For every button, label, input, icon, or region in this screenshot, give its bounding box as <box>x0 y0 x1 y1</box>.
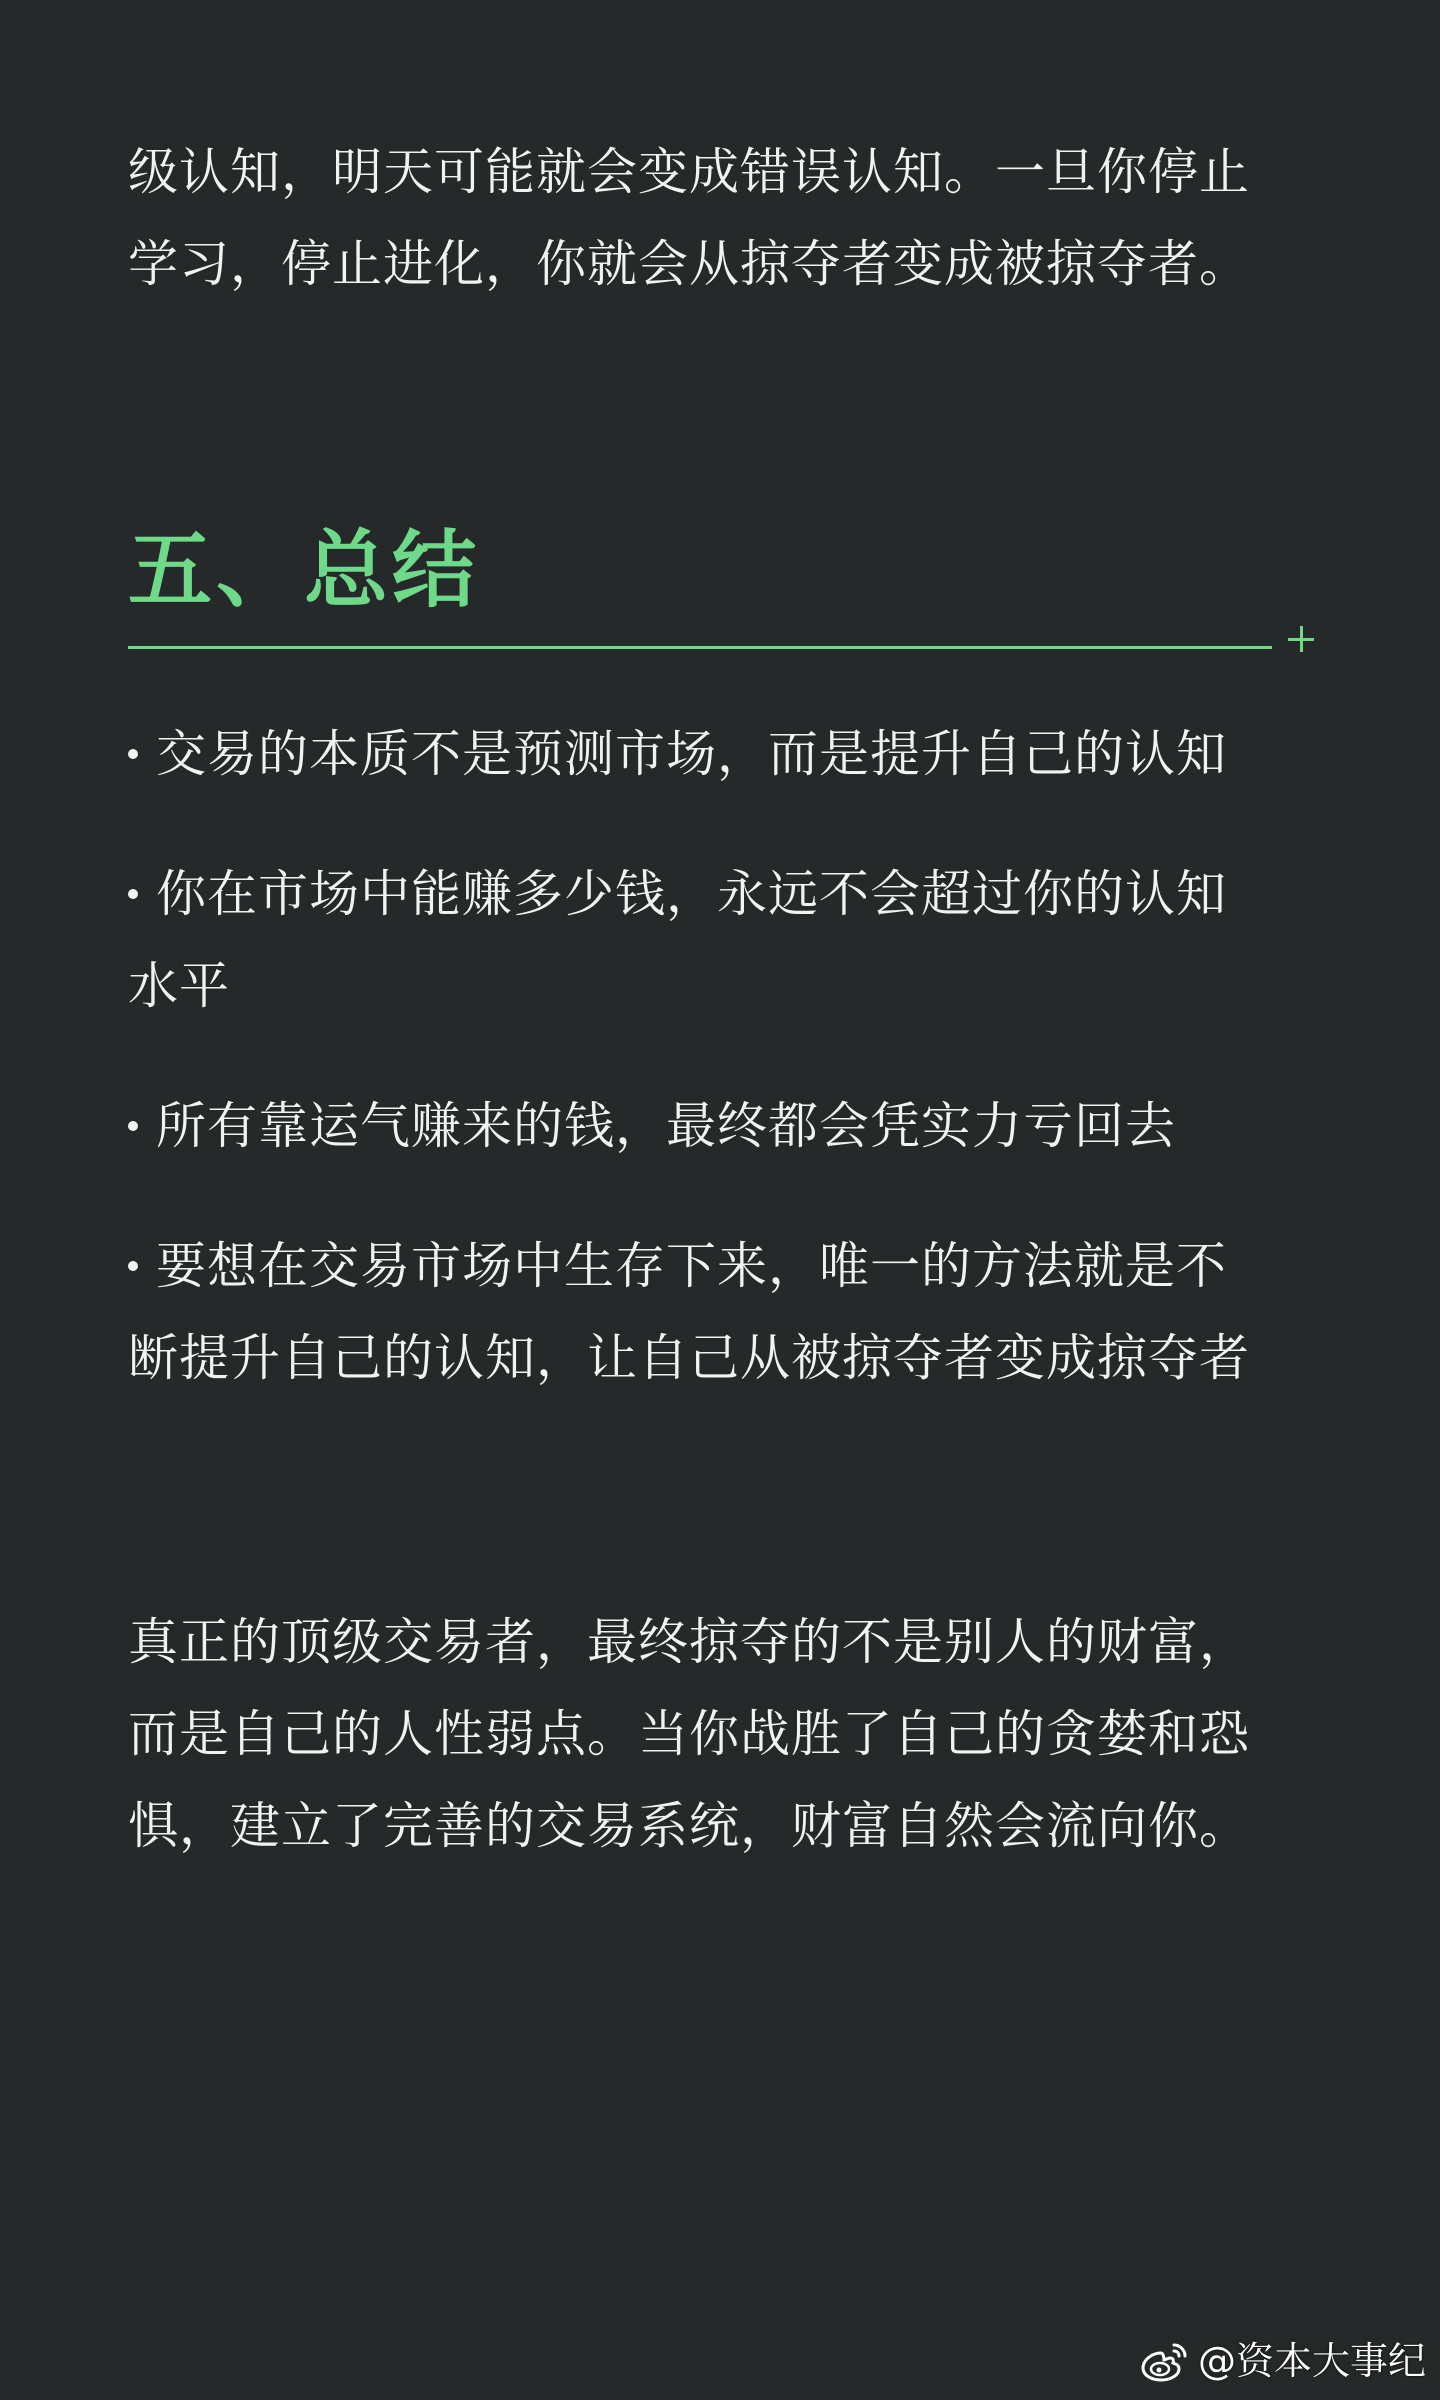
plus-icon <box>1288 626 1314 652</box>
bullet-icon <box>128 749 138 759</box>
section-divider <box>128 646 1272 649</box>
watermark <box>1140 2336 1426 2386</box>
list-item <box>128 1080 1328 1172</box>
list-item-text: 水平 <box>128 957 230 1015</box>
list-item-text: 要想在交易市场中生存下来，唯一的方法就是不 <box>156 1237 1227 1295</box>
section-title: 五、总结 <box>128 521 481 619</box>
list-item <box>128 708 1328 800</box>
list-item-text: 所有靠运气赚来的钱，最终都会凭实力亏回去 <box>156 1097 1176 1155</box>
text-line: 级认知，明天可能就会变成错误认知。一旦你停止 <box>128 143 1250 201</box>
bullet-icon <box>128 1121 138 1131</box>
list-item-text: 交易的本质不是预测市场，而是提升自己的认知 <box>156 725 1227 783</box>
watermark-text: @资本大事纪 <box>1197 2339 1426 2383</box>
text-line: 真正的顶级交易者，最终掠夺的不是别人的财富， <box>128 1613 1250 1671</box>
intro-paragraph <box>128 126 1328 310</box>
bullet-icon <box>128 889 138 899</box>
list-item <box>128 1220 1328 1404</box>
list-item-text: 你在市场中能赚多少钱，永远不会超过你的认知 <box>156 865 1227 923</box>
text-line: 惧，建立了完善的交易系统，财富自然会流向你。 <box>128 1797 1250 1855</box>
weibo-icon <box>1140 2339 1192 2383</box>
text-line: 而是自己的人性弱点。当你战胜了自己的贪婪和恐 <box>128 1705 1250 1763</box>
closing-paragraph <box>128 1596 1328 1872</box>
bullet-icon <box>128 1261 138 1271</box>
text-line: 学习，停止进化，你就会从掠夺者变成被掠夺者。 <box>128 235 1250 293</box>
summary-list <box>128 708 1328 1452</box>
list-item-text: 断提升自己的认知，让自己从被掠夺者变成掠夺者 <box>128 1329 1250 1387</box>
list-item <box>128 848 1328 1032</box>
